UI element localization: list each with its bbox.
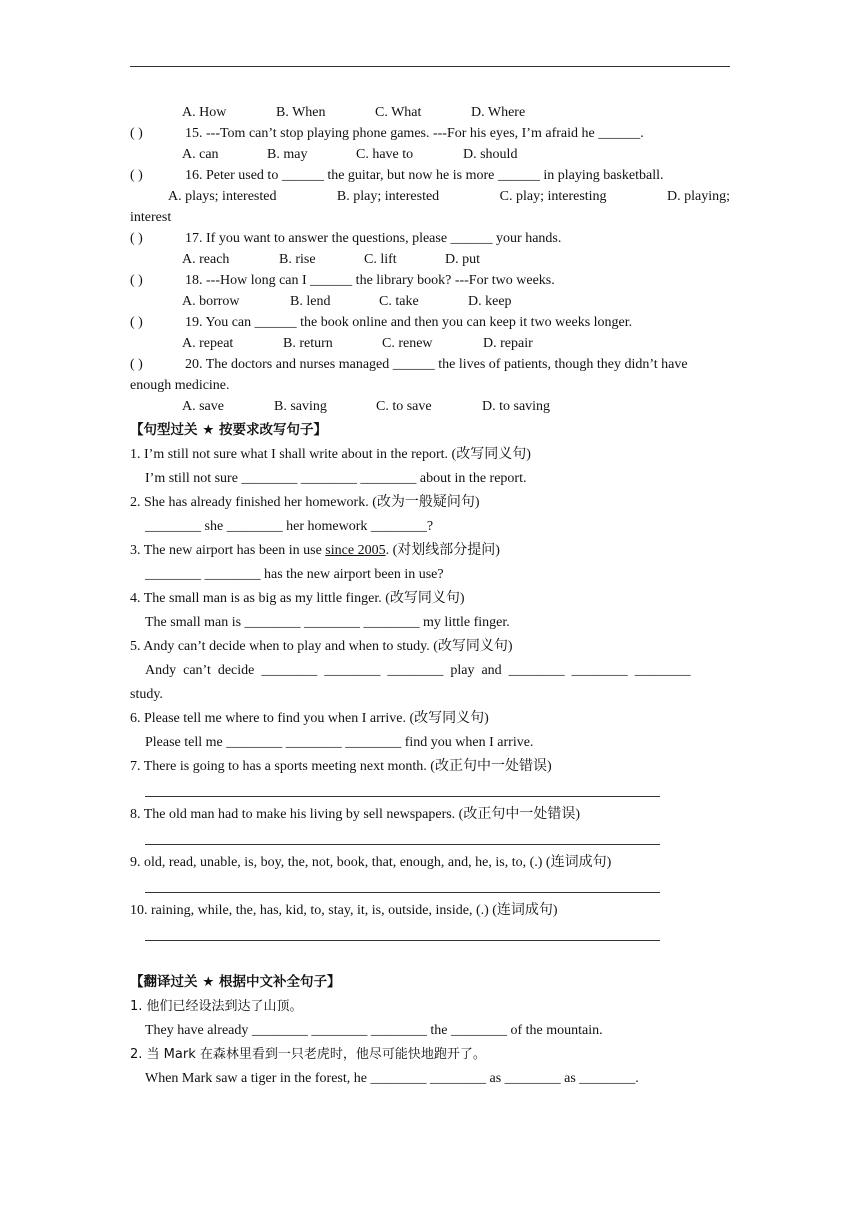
sentence-2-answer[interactable]: ________ she ________ her homework ________? xyxy=(145,519,434,534)
option-d: D. to saving xyxy=(482,399,551,414)
option-d: D. Where xyxy=(471,105,526,120)
question-text: 15. ---Tom can’t stop playing phone games. ---For his eyes, I’m afraid he ______. xyxy=(185,126,644,141)
question-16 xyxy=(130,165,730,186)
answer-paren[interactable]: ( ) xyxy=(130,315,143,330)
option-d: D. playing; xyxy=(667,189,730,204)
sentence-1-answer[interactable]: I’m still not sure ________ ________ ________ about in the report. xyxy=(145,471,527,486)
option-a: A. repeat xyxy=(182,336,234,351)
option-b: B. return xyxy=(283,336,333,351)
question-text: 16. Peter used to ______ the guitar, but now he is more ______ in playing basketball. xyxy=(185,168,664,183)
translation-2-question: 2. 当 Mark 在森林里看到一只老虎时，他尽可能快地跑开了。 xyxy=(130,1047,486,1062)
option-a: A. plays; interested xyxy=(168,189,277,204)
q19-options xyxy=(130,333,730,354)
s3-underlined: since 2005 xyxy=(325,543,386,558)
translation-2-answer[interactable]: When Mark saw a tiger in the forest, he ________ ________ as ________ as ________. xyxy=(145,1071,639,1086)
option-a: A. can xyxy=(182,147,219,162)
answer-paren[interactable]: ( ) xyxy=(130,357,143,372)
q20-options xyxy=(130,396,730,417)
option-b: B. rise xyxy=(279,252,316,267)
sentence-6-answer[interactable]: Please tell me ________ ________ ________ find you when I arrive. xyxy=(145,735,534,750)
sentence-5-wrap: study. xyxy=(130,687,163,702)
option-d: D. keep xyxy=(468,294,512,309)
question-15 xyxy=(130,123,730,144)
answer-paren[interactable]: ( ) xyxy=(130,168,143,183)
sentence-10-answer-line[interactable] xyxy=(130,923,730,947)
translation-1-answer[interactable]: They have already ________ ________ ________ the ________ of the mountain. xyxy=(145,1023,603,1038)
answer-paren[interactable]: ( ) xyxy=(130,273,143,288)
section-heading-sentences: 【句型过关 ★ 按要求改写句子】 xyxy=(130,422,328,438)
option-c: C. take xyxy=(379,294,419,309)
option-d: D. should xyxy=(463,147,518,162)
sentence-10-question: 10. raining, while, the, has, kid, to, stay, it, is, outside, inside, (.) (连词成句) xyxy=(130,903,558,918)
translation-1-question: 1. 他们已经设法到达了山顶。 xyxy=(130,999,303,1014)
option-c: C. renew xyxy=(382,336,433,351)
question-17 xyxy=(130,228,730,249)
option-a: A. borrow xyxy=(182,294,240,309)
sentence-9-question: 9. old, read, unable, is, boy, the, not, book, that, enough, and, he, is, to, (.) (连词成句) xyxy=(130,855,612,870)
sentence-3-question xyxy=(130,539,730,563)
sentence-3-answer[interactable]: ________ ________ has the new airport been in use? xyxy=(145,567,444,582)
option-a: A. save xyxy=(182,399,224,414)
option-c: C. What xyxy=(375,105,422,120)
sentence-8-answer-line[interactable] xyxy=(130,827,730,851)
option-b: B. play; interested xyxy=(336,189,440,204)
option-b: B. saving xyxy=(274,399,327,414)
question-18 xyxy=(130,270,730,291)
sentence-7-question: 7. There is going to has a sports meeting next month. (改正句中一处错误) xyxy=(130,759,552,774)
section-heading-translation: 【翻译过关 ★ 根据中文补全句子】 xyxy=(130,974,341,990)
answer-paren[interactable]: ( ) xyxy=(130,126,143,141)
q15-options xyxy=(130,144,730,165)
worksheet xyxy=(130,102,730,1091)
option-c: C. have to xyxy=(356,147,414,162)
sentence-7-answer-line[interactable] xyxy=(130,779,730,803)
sentence-6-question: 6. Please tell me where to find you when I arrive. (改写同义句) xyxy=(130,711,489,726)
sentence-5-question: 5. Andy can’t decide when to play and when to study. (改写同义句) xyxy=(130,639,513,654)
q16-wrap: interest xyxy=(130,210,172,225)
q20-wrap: enough medicine. xyxy=(130,378,230,393)
option-d: D. repair xyxy=(483,336,533,351)
option-b: B. may xyxy=(267,147,308,162)
option-d: D. put xyxy=(445,252,480,267)
q16-options xyxy=(130,186,730,207)
option-a: A. How xyxy=(182,105,227,120)
answer-paren[interactable]: ( ) xyxy=(130,231,143,246)
question-text: 20. The doctors and nurses managed ______ the lives of patients, though they didn’t have xyxy=(185,357,688,372)
question-text: 19. You can ______ the book online and then you can keep it two weeks longer. xyxy=(185,315,633,330)
sentence-5-answer[interactable]: Andy can’t decide ________ ________ ________ play and ________ ________ ________ xyxy=(145,663,691,678)
option-b: B. When xyxy=(276,105,326,120)
sentence-9-answer-line[interactable] xyxy=(130,875,730,899)
question-20 xyxy=(130,354,730,375)
sentence-2-question: 2. She has already finished her homework. (改为一般疑问句) xyxy=(130,495,480,510)
option-b: B. lend xyxy=(290,294,331,309)
question-text: 17. If you want to answer the questions, please ______ your hands. xyxy=(185,231,562,246)
option-c: C. lift xyxy=(364,252,397,267)
option-a: A. reach xyxy=(182,252,230,267)
q14-options xyxy=(130,102,730,123)
q18-options xyxy=(130,291,730,312)
q17-options xyxy=(130,249,730,270)
question-text: 18. ---How long can I ______ the library book? ---For two weeks. xyxy=(185,273,555,288)
s3-post: . (对划线部分提问) xyxy=(385,543,500,558)
question-19 xyxy=(130,312,730,333)
header-rule xyxy=(130,66,730,67)
s3-pre: 3. The new airport has been in use xyxy=(130,543,326,558)
sentence-8-question: 8. The old man had to make his living by sell newspapers. (改正句中一处错误) xyxy=(130,807,581,822)
sentence-4-answer[interactable]: The small man is ________ ________ ________ my little finger. xyxy=(145,615,510,630)
sentence-4-question: 4. The small man is as big as my little finger. (改写同义句) xyxy=(130,591,465,606)
option-c: C. to save xyxy=(376,399,432,414)
option-c: C. play; interesting xyxy=(499,189,607,204)
sentence-1-question: 1. I’m still not sure what I shall write about in the report. (改写同义句) xyxy=(130,447,531,462)
